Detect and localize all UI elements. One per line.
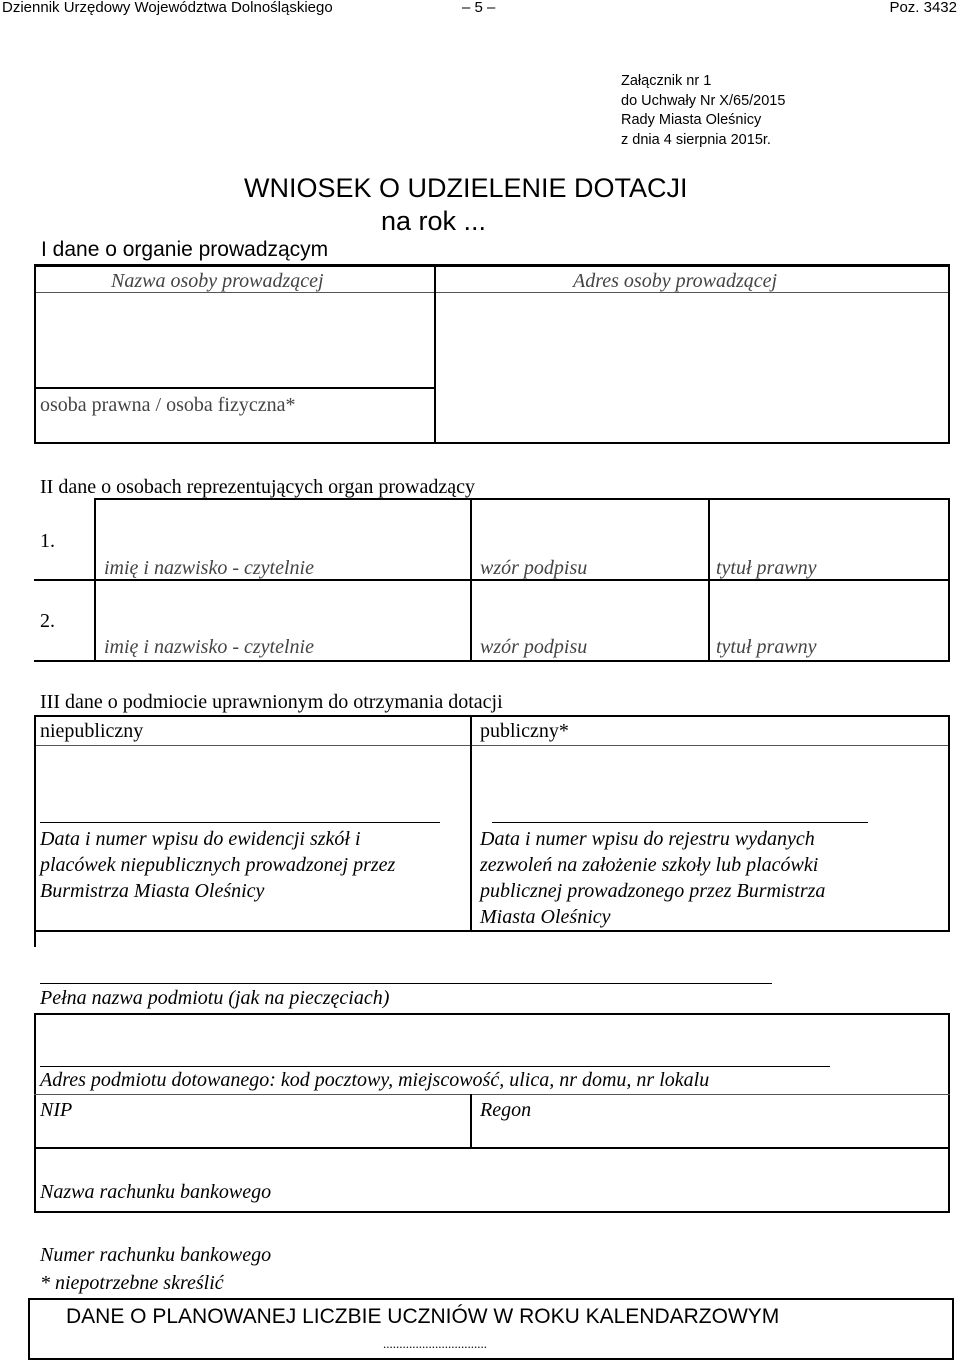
form-year: na rok ...: [381, 206, 487, 236]
footnote: * niepotrzebne skreślić: [40, 1272, 224, 1294]
divider: [94, 498, 950, 500]
divider: [34, 660, 950, 662]
signature-label: wzór podpisu: [480, 636, 588, 658]
full-name-field[interactable]: [37, 934, 947, 982]
divider: [34, 264, 36, 444]
divider: [948, 1013, 950, 1149]
operator-type-label: osoba prawna / osoba fizyczna*: [40, 394, 296, 416]
representative-row-number: 1.: [40, 530, 55, 552]
representative-1-signature-field[interactable]: [473, 501, 707, 551]
divider: [470, 1094, 472, 1149]
signature-line: [492, 822, 868, 823]
divider: [34, 1147, 950, 1149]
regon-label: Regon: [480, 1099, 532, 1121]
divider: [34, 292, 950, 293]
annex-line: do Uchwały Nr X/65/2015: [621, 92, 786, 109]
representative-name-label: imię i nazwisko - czytelnie: [104, 557, 314, 579]
signature-line: [40, 983, 772, 984]
representative-row-number: 2.: [40, 610, 55, 632]
bank-account-number-field[interactable]: [37, 1215, 947, 1243]
public-registry-label: Data i numer wpisu do rejestru wydanych zezwoleń na założenie szkoły lub placówki publicznej prowadzonego przez Burmistrza Miasta Oleśnicy: [480, 828, 826, 928]
divider: [34, 1147, 36, 1213]
signature-label: wzór podpisu: [480, 557, 588, 579]
divider: [34, 1094, 950, 1095]
annex-block: [621, 72, 785, 150]
divider: [34, 387, 435, 389]
regon-field[interactable]: [473, 1121, 947, 1146]
representative-2-title-field[interactable]: [711, 583, 947, 631]
signature-line: [40, 1066, 830, 1067]
legal-title-label: tytuł prawny: [716, 636, 817, 658]
position-number: Poz. 3432: [889, 0, 957, 16]
operator-address-label: Adres osoby prowadzącej: [573, 270, 778, 292]
nonpublic-registry-field[interactable]: [37, 748, 469, 820]
divider: [34, 1013, 36, 1149]
planned-students-heading: DANE O PLANOWANEJ LICZBIE UCZNIÓW W ROKU KALENDARZOWYM: [66, 1305, 780, 1328]
divider: [948, 266, 950, 444]
bank-account-name-label: Nazwa rachunku bankowego: [40, 1181, 272, 1203]
gazette-title: Dziennik Urzędowy Województwa Dolnośląskiego: [2, 0, 333, 16]
operator-name-field[interactable]: [37, 296, 433, 386]
divider: [34, 1211, 950, 1213]
divider: [948, 1147, 950, 1213]
divider: [34, 715, 36, 947]
entity-address-label: Adres podmiotu dotowanego: kod pocztowy, miejscowość, ulica, nr domu, nr lokalu: [40, 1069, 710, 1091]
nip-label: NIP: [40, 1099, 73, 1121]
nonpublic-registry-label: Data i numer wpisu do ewidencji szkół i placówek niepublicznych prowadzonej przez Burmistrza Miasta Oleśnicy: [40, 828, 396, 902]
planned-students-dots[interactable]: ................................: [383, 1336, 487, 1351]
divider: [34, 745, 950, 746]
bank-account-number-label: Numer rachunku bankowego: [40, 1244, 272, 1266]
operator-name-label: Nazwa osoby prowadzącej: [111, 270, 324, 292]
annex-line: z dnia 4 sierpnia 2015r.: [621, 131, 771, 148]
divider: [34, 1013, 950, 1015]
nonpublic-label: niepubliczny: [40, 720, 144, 742]
divider: [34, 715, 950, 717]
signature-line: [40, 822, 440, 823]
legal-title-label: tytuł prawny: [716, 557, 817, 579]
public-label: publiczny*: [480, 720, 569, 742]
divider: [34, 264, 950, 267]
bank-account-name-field[interactable]: [37, 1151, 947, 1179]
divider: [34, 930, 950, 932]
representative-name-label: imię i nazwisko - czytelnie: [104, 636, 314, 658]
public-registry-field[interactable]: [473, 748, 947, 820]
annex-line: Załącznik nr 1: [621, 73, 712, 89]
section-2-heading: II dane o osobach reprezentujących organ prowadzący: [40, 476, 475, 498]
divider: [948, 715, 950, 932]
divider: [34, 442, 950, 444]
section-3-heading: III dane o podmiocie uprawnionym do otrzymania dotacji: [40, 691, 503, 713]
nip-field[interactable]: [37, 1121, 469, 1146]
representative-1-name-field[interactable]: [97, 501, 469, 551]
form-title: WNIOSEK O UDZIELENIE DOTACJI: [244, 173, 688, 203]
representative-1-title-field[interactable]: [711, 501, 947, 551]
representative-2-signature-field[interactable]: [473, 583, 707, 631]
operator-address-field[interactable]: [437, 296, 947, 441]
section-1-heading: I dane o organie prowadzącym: [41, 238, 329, 261]
annex-line: Rady Miasta Oleśnicy: [621, 112, 762, 128]
representative-2-name-field[interactable]: [97, 583, 469, 631]
divider: [434, 266, 436, 444]
page-number: – 5 –: [462, 0, 496, 16]
full-name-label: Pełna nazwa podmiotu (jak na pieczęciach): [40, 987, 390, 1009]
divider: [470, 715, 472, 932]
entity-address-field[interactable]: [37, 1017, 947, 1065]
